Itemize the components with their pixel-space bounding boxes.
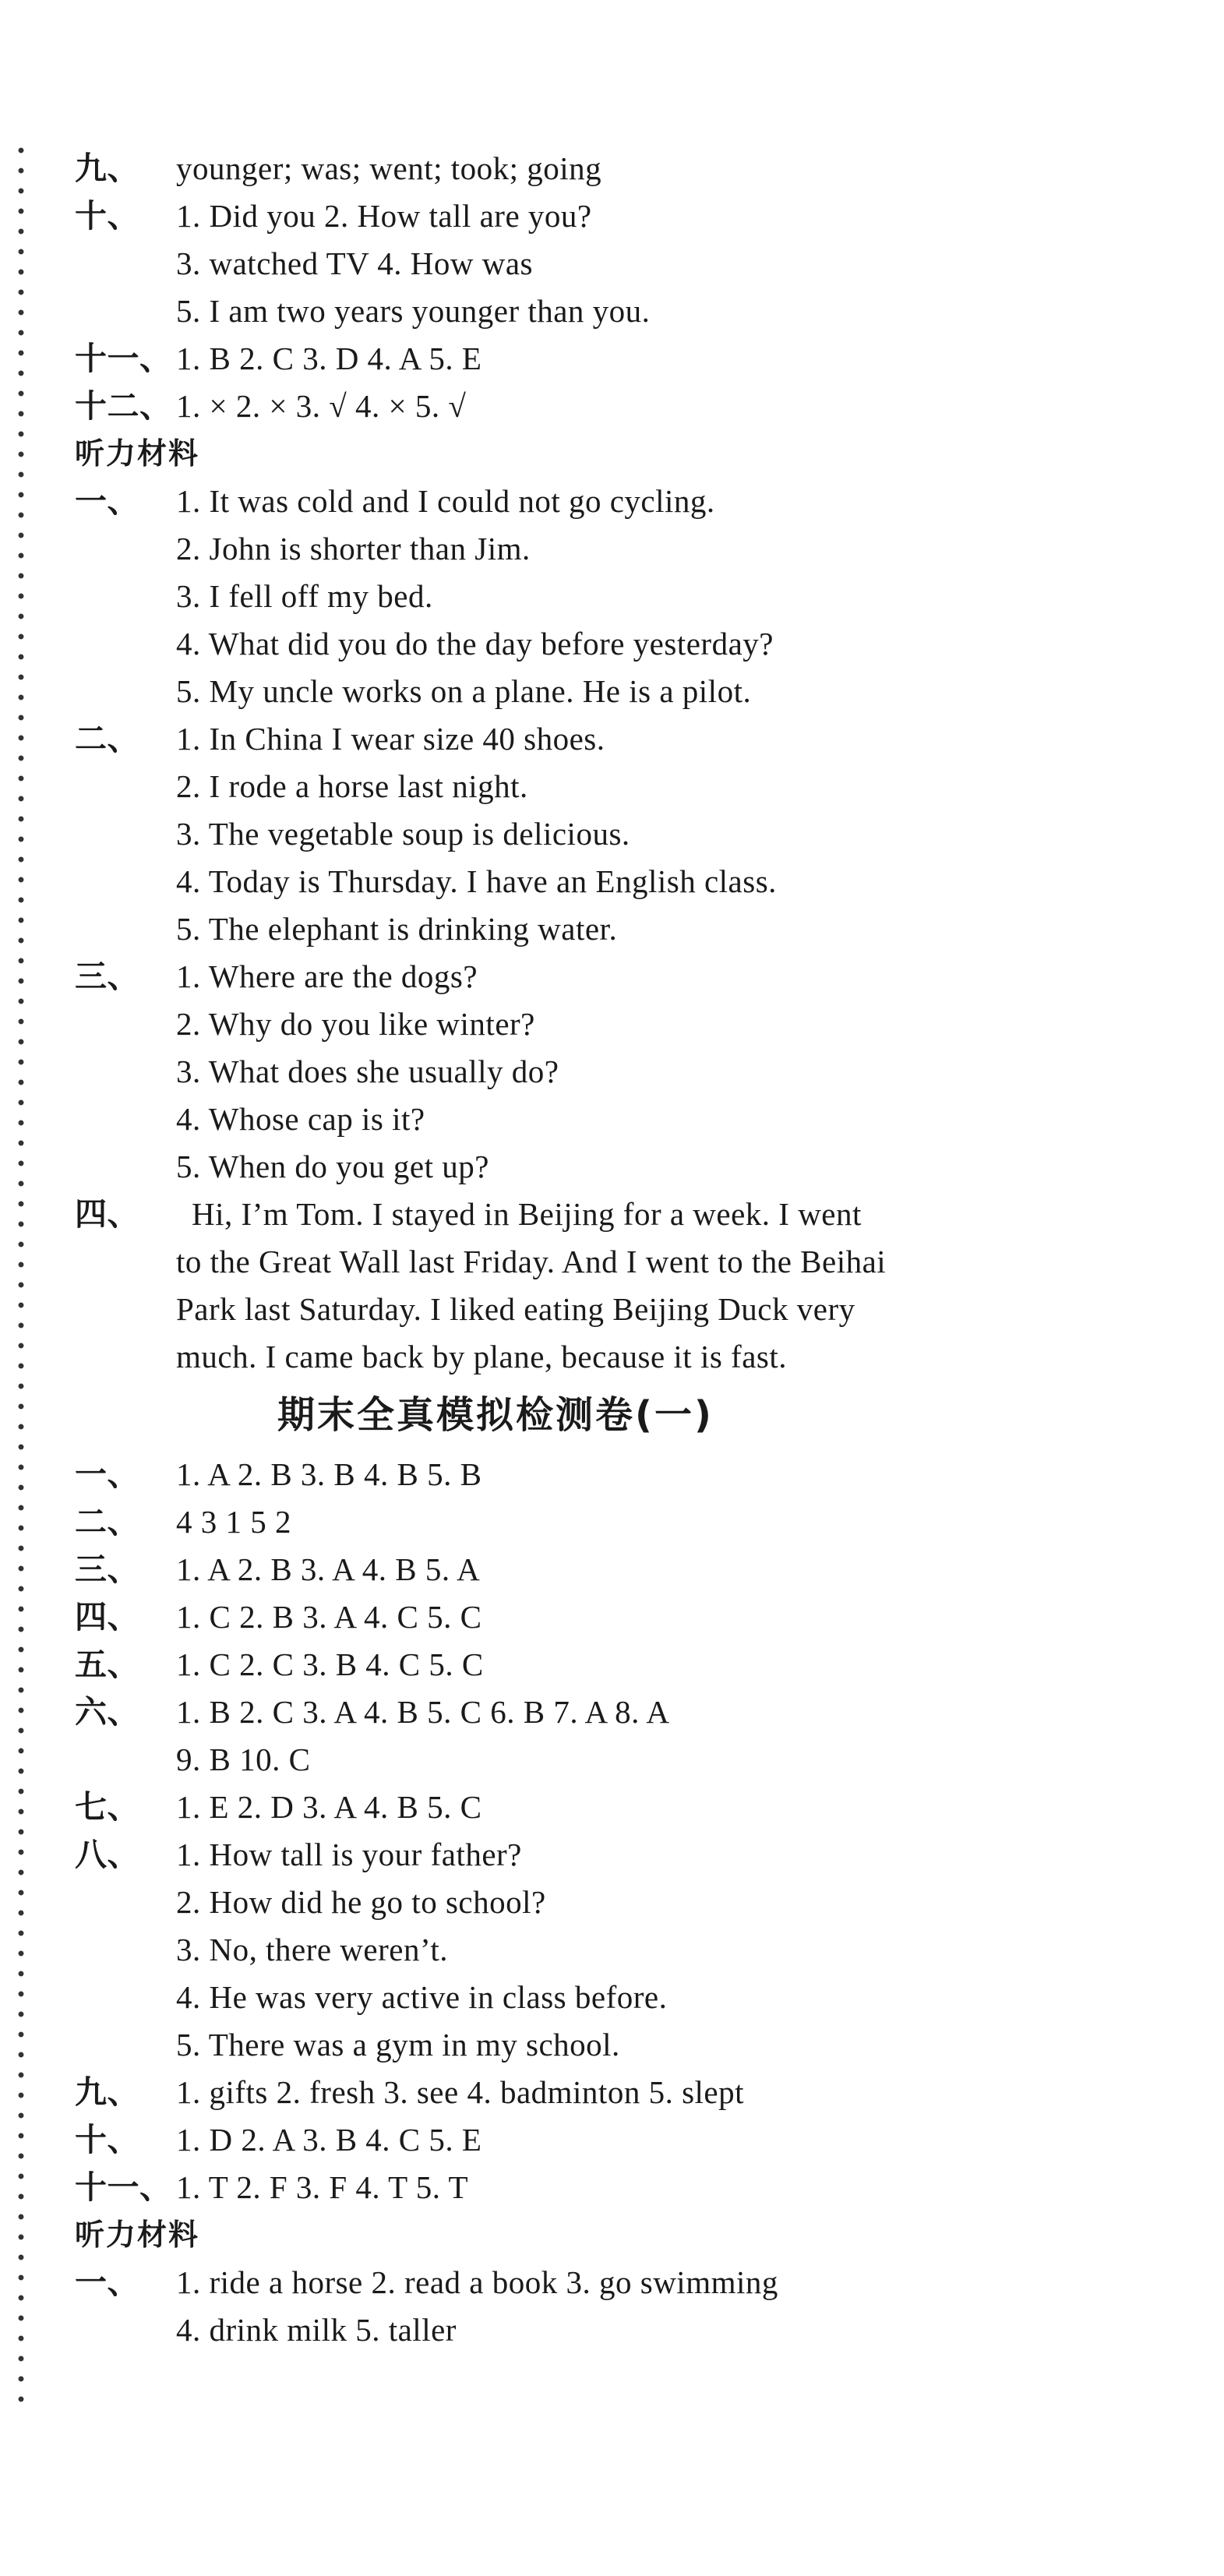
listening-line: 4. What did you do the day before yesterday? [176, 626, 774, 662]
passage-line: to the Great Wall last Friday. And I went to the Beihai [176, 1244, 887, 1279]
listening-line: 一、 1. ride a horse 2. read a book 3. go swimming [75, 2264, 778, 2300]
listening-heading: 听力材料 [75, 2218, 200, 2252]
listening-line: 三、 1. Where are the dogs? [75, 958, 478, 994]
answers-section-b [75, 1451, 1088, 2211]
listening-line: 2. Why do you like winter? [176, 1006, 535, 1042]
listening-heading: 听力材料 [75, 436, 200, 471]
answer-line: 2. How did he go to school? [176, 1884, 546, 1920]
listening-passage [75, 1191, 1088, 1381]
listening-line: 2. I rode a horse last night. [176, 768, 528, 804]
answer-line: 十、 1. Did you 2. How tall are you? [75, 198, 592, 234]
listening-line: 2. John is shorter than Jim. [176, 531, 531, 566]
listening-line: 4. Today is Thursday. I have an English class. [176, 863, 777, 899]
listening-section-2 [75, 2259, 1088, 2354]
answer-line: 5. I am two years younger than you. [176, 293, 651, 329]
answer-line: 十二、 1. × 2. × 3. √ 4. × 5. √ [75, 388, 467, 424]
listening-line: 4. drink milk 5. taller [176, 2312, 457, 2348]
answer-line: 十、 1. D 2. A 3. B 4. C 5. E [75, 2122, 482, 2158]
binding-dotted-line [16, 140, 26, 2415]
listening-line: 一、 1. It was cold and I could not go cycling. [75, 483, 715, 519]
answer-line: 六、 1. B 2. C 3. A 4. B 5. C 6. B 7. A 8. A [75, 1694, 670, 1730]
answer-line: 一、 1. A 2. B 3. B 4. B 5. B [75, 1456, 482, 1492]
answer-line: 四、 1. C 2. B 3. A 4. C 5. C [75, 1599, 482, 1635]
listening-section-1 [75, 478, 1088, 1191]
answer-line: 3. No, there weren’t. [176, 1932, 449, 1967]
answer-line: 三、 1. A 2. B 3. A 4. B 5. A [75, 1551, 481, 1587]
answer-line: 八、 1. How tall is your father? [75, 1837, 522, 1872]
answer-line: 九、 1. gifts 2. fresh 3. see 4. badminton 5. slept [75, 2074, 745, 2110]
listening-line: 5. The elephant is drinking water. [176, 911, 618, 947]
listening-line: 5. My uncle works on a plane. He is a pilot. [176, 673, 752, 709]
passage-line: much. I came back by plane, because it is fast. [176, 1339, 787, 1374]
listening-line: 3. What does she usually do? [176, 1053, 559, 1089]
answers-section-a [75, 145, 1088, 430]
answer-line: 十一、 1. B 2. C 3. D 4. A 5. E [75, 341, 482, 376]
answer-line: 二、 4 3 1 5 2 [75, 1504, 291, 1540]
answer-line: 3. watched TV 4. How was [176, 245, 533, 281]
answer-line: 9. B 10. C [176, 1741, 311, 1777]
answer-line: 五、 1. C 2. C 3. B 4. C 5. C [75, 1646, 484, 1682]
answer-line: 5. There was a gym in my school. [176, 2027, 620, 2063]
answer-line: 七、 1. E 2. D 3. A 4. B 5. C [75, 1789, 482, 1825]
passage-line: 四、 Hi, I’m Tom. I stayed in Beijing for a week. I went [75, 1196, 862, 1232]
answer-line: 十一、 1. T 2. F 3. F 4. T 5. T [75, 2169, 469, 2205]
content-column [75, 145, 1088, 2354]
answer-line: 九、 younger; was; went; took; going [75, 150, 602, 186]
listening-line: 3. I fell off my bed. [176, 578, 433, 614]
listening-line: 二、 1. In China I wear size 40 shoes. [75, 721, 605, 757]
listening-line: 3. The vegetable soup is delicious. [176, 816, 630, 852]
listening-line: 5. When do you get up? [176, 1149, 489, 1184]
answer-line: 4. He was very active in class before. [176, 1979, 668, 2015]
listening-line: 4. Whose cap is it? [176, 1101, 425, 1137]
passage-line: Park last Saturday. I liked eating Beijing Duck very [176, 1291, 855, 1327]
exam-title: 期末全真模拟检测卷(一) [277, 1393, 714, 1437]
